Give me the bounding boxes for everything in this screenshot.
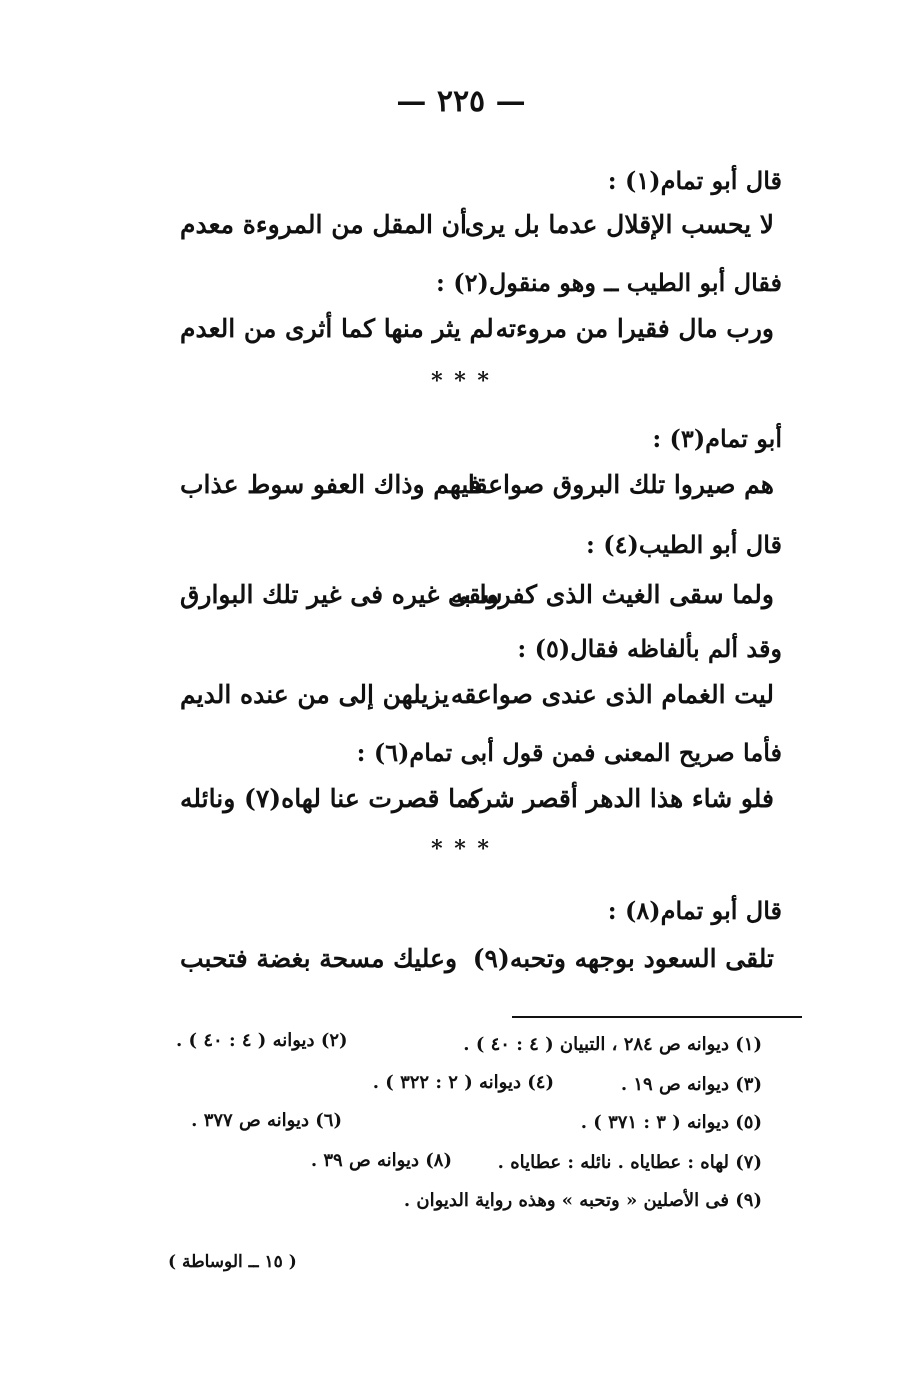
intro-line: قال أبو تمام(١) : xyxy=(607,166,782,195)
verse-second-hemistich: فيهم وذاك العفو سوط عذاب xyxy=(180,470,481,499)
page-footer-signature: ( ١٥ ــ الوساطة ) xyxy=(168,1252,297,1272)
verse-second-hemistich: سقى غيره فى غير تلك البوارق xyxy=(180,580,503,609)
footnote: (٨) ديوانه ص ٣٩ . xyxy=(310,1150,452,1171)
verse-first-hemistich: فلو شاء هذا الدهر أقصر شره xyxy=(466,784,774,813)
verse-second-hemistich: وعليك مسحة بغضة فتحبب xyxy=(180,944,458,973)
verse-first-hemistich: لا يحسب الإقلال عدما بل يرى xyxy=(464,210,774,239)
verse-second-hemistich: كما قصرت عنا لهاه(٧) ونائله xyxy=(180,784,483,813)
intro-line: قال أبو الطيب(٤) : xyxy=(586,530,782,559)
verse-second-hemistich: يزيلهن إلى من عنده الديم xyxy=(180,680,450,709)
intro-line: فقال أبو الطيب ــ وهو منقول(٢) : xyxy=(436,268,782,297)
verse-second-hemistich: لم يثر منها كما أثرى من العدم xyxy=(180,314,494,343)
intro-line: أبو تمام(٣) : xyxy=(652,424,782,453)
page-number: — ٢٢٥ — xyxy=(396,84,526,119)
verse-first-hemistich: هم صيروا تلك البروق صواعقا xyxy=(467,470,774,499)
footnote: (٤) ديوانه ( ٢ : ٣٢٢ ) . xyxy=(372,1072,554,1093)
footnote: (٩) فى الأصلين « وتحبه » وهذه رواية الديوان . xyxy=(403,1190,762,1211)
verse-first-hemistich: تلقى السعود بوجهه وتحبه(٩) xyxy=(472,944,774,973)
verse-second-hemistich: أن المقل من المروءة معدم xyxy=(180,210,467,239)
footnote-separator-rule xyxy=(512,1016,802,1018)
verse-first-hemistich: ورب مال فقيرا من مروءته xyxy=(495,314,774,343)
footnote: (٢) ديوانه ( ٤ : ٤٠ ) . xyxy=(176,1030,348,1051)
footnote: (٣) ديوانه ص ١٩ . xyxy=(620,1074,762,1095)
intro-line: قال أبو تمام(٨) : xyxy=(607,896,782,925)
verse-first-hemistich: ولما سقى الغيث الذى كفروا به xyxy=(450,580,774,609)
section-separator: * * * xyxy=(431,368,491,394)
footnote: (٧) لهاه : عطاياه . نائله : عطاياه . xyxy=(497,1152,762,1173)
footnote: (١) ديوانه ص ٢٨٤ ، التبيان ( ٤ : ٤٠ ) . xyxy=(463,1034,762,1055)
section-separator: * * * xyxy=(431,836,491,862)
intro-line: فأما صريح المعنى فمن قول أبى تمام(٦) : xyxy=(356,738,782,767)
footnote: (٥) ديوانه ( ٣ : ٣٧١ ) . xyxy=(580,1112,762,1133)
intro-line: وقد ألم بألفاظه فقال(٥) : xyxy=(517,634,782,663)
verse-first-hemistich: ليت الغمام الذى عندى صواعقه xyxy=(450,680,774,709)
footnote: (٦) ديوانه ص ٣٧٧ . xyxy=(191,1110,342,1131)
